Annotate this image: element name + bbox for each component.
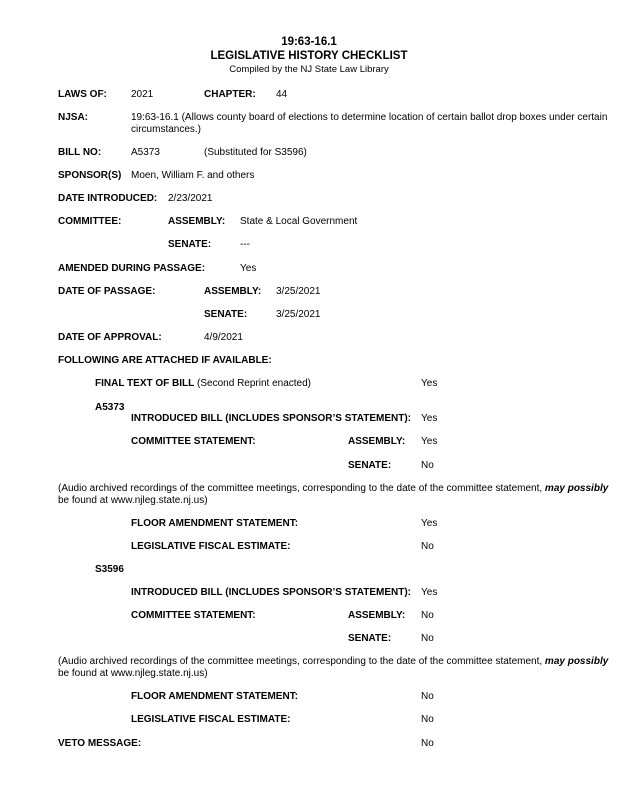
committee-assembly-label: ASSEMBLY: — [168, 216, 226, 227]
a5373-assembly-value: Yes — [421, 436, 438, 447]
njsa-line-1: 19:63-16.1 (Allows county board of elections to determine location of certain ballot drop boxes under certain — [131, 112, 608, 123]
audio-note-line-2: be found at www.njleg.state.nj.us) — [58, 495, 208, 506]
s3596-senate-value: No — [421, 633, 434, 644]
s3596-heading: S3596 — [95, 564, 124, 575]
s3596-assembly-value: No — [421, 610, 434, 621]
s3596-committee-label: COMMITTEE STATEMENT: — [131, 610, 256, 621]
a5373-senate-value: No — [421, 460, 434, 471]
audio-note-2-line-2: be found at www.njleg.state.nj.us) — [58, 668, 208, 679]
audio-note-2-text: (Audio archived recordings of the committee meetings, corresponding to the date of the committee statement, — [58, 656, 543, 667]
amended-value: Yes — [240, 263, 257, 274]
committee-senate-label: SENATE: — [168, 239, 212, 250]
final-text-note: (Second Reprint enacted) — [197, 378, 312, 389]
chapter-value: 44 — [276, 89, 288, 100]
s3596-fiscal-estimate-label: LEGISLATIVE FISCAL ESTIMATE: — [131, 714, 291, 725]
date-of-approval-value: 4/9/2021 — [204, 332, 243, 343]
s3596-senate-label: SENATE: — [348, 633, 392, 644]
audio-note-2-line-1 — [58, 656, 608, 668]
s3596-introduced-value: Yes — [421, 587, 438, 598]
date-of-approval-label: DATE OF APPROVAL: — [58, 332, 162, 343]
a5373-committee-label: COMMITTEE STATEMENT: — [131, 436, 256, 447]
final-text-row — [95, 378, 311, 390]
amended-label: AMENDED DURING PASSAGE: — [58, 263, 206, 274]
audio-note-line-1 — [58, 483, 608, 495]
audio-note-text: (Audio archived recordings of the committee meetings, corresponding to the date of the committee statement, — [58, 483, 543, 494]
document-subtitle: Compiled by the NJ State Law Library — [229, 64, 389, 75]
veto-message-label: VETO MESSAGE: — [58, 738, 142, 749]
document-title: LEGISLATIVE HISTORY CHECKLIST — [210, 50, 408, 62]
sponsor-label: SPONSOR(S) — [58, 170, 122, 181]
passage-senate-label: SENATE: — [204, 309, 248, 320]
a5373-heading: A5373 — [95, 402, 125, 413]
bill-no-value: A5373 — [131, 147, 160, 158]
a5373-introduced-value: Yes — [421, 413, 438, 424]
laws-of-label: LAWS OF: — [58, 89, 107, 100]
committee-senate-value: --- — [240, 239, 250, 250]
passage-senate-value: 3/25/2021 — [276, 309, 321, 320]
a5373-fiscal-estimate-label: LEGISLATIVE FISCAL ESTIMATE: — [131, 541, 291, 552]
audio-note-2-emphasis: may possibly — [544, 656, 609, 667]
chapter-label: CHAPTER: — [204, 89, 256, 100]
s3596-floor-amendment-label: FLOOR AMENDMENT STATEMENT: — [131, 691, 299, 702]
passage-assembly-label: ASSEMBLY: — [204, 286, 262, 297]
njsa-line-2: circumstances.) — [131, 124, 202, 135]
bill-substitution-note: (Substituted for S3596) — [204, 147, 307, 158]
s3596-fiscal-estimate-value: No — [421, 714, 434, 725]
attached-heading: FOLLOWING ARE ATTACHED IF AVAILABLE: — [58, 355, 272, 366]
s3596-assembly-label: ASSEMBLY: — [348, 610, 406, 621]
date-introduced-value: 2/23/2021 — [168, 193, 213, 204]
passage-assembly-value: 3/25/2021 — [276, 286, 321, 297]
s3596-introduced-label: INTRODUCED BILL (INCLUDES SPONSOR’S STATEMENT): — [131, 587, 411, 598]
a5373-senate-label: SENATE: — [348, 460, 392, 471]
sponsor-value: Moen, William F. and others — [131, 170, 255, 181]
document-code: 19:63-16.1 — [281, 36, 337, 48]
final-text-label: FINAL TEXT OF BILL — [95, 378, 195, 389]
laws-of-value: 2021 — [131, 89, 154, 100]
a5373-assembly-label: ASSEMBLY: — [348, 436, 406, 447]
s3596-floor-amendment-value: No — [421, 691, 434, 702]
committee-assembly-value: State & Local Government — [240, 216, 358, 227]
a5373-floor-amendment-value: Yes — [421, 518, 438, 529]
a5373-introduced-label: INTRODUCED BILL (INCLUDES SPONSOR’S STATEMENT): — [131, 413, 411, 424]
audio-note-emphasis: may possibly — [544, 483, 609, 494]
bill-no-label: BILL NO: — [58, 147, 102, 158]
date-of-passage-label: DATE OF PASSAGE: — [58, 286, 156, 297]
veto-message-value: No — [421, 738, 434, 749]
a5373-fiscal-estimate-value: No — [421, 541, 434, 552]
final-text-value: Yes — [421, 378, 438, 389]
a5373-floor-amendment-label: FLOOR AMENDMENT STATEMENT: — [131, 518, 299, 529]
committee-label: COMMITTEE: — [58, 216, 122, 227]
date-introduced-label: DATE INTRODUCED: — [58, 193, 158, 204]
njsa-label: NJSA: — [58, 112, 89, 123]
